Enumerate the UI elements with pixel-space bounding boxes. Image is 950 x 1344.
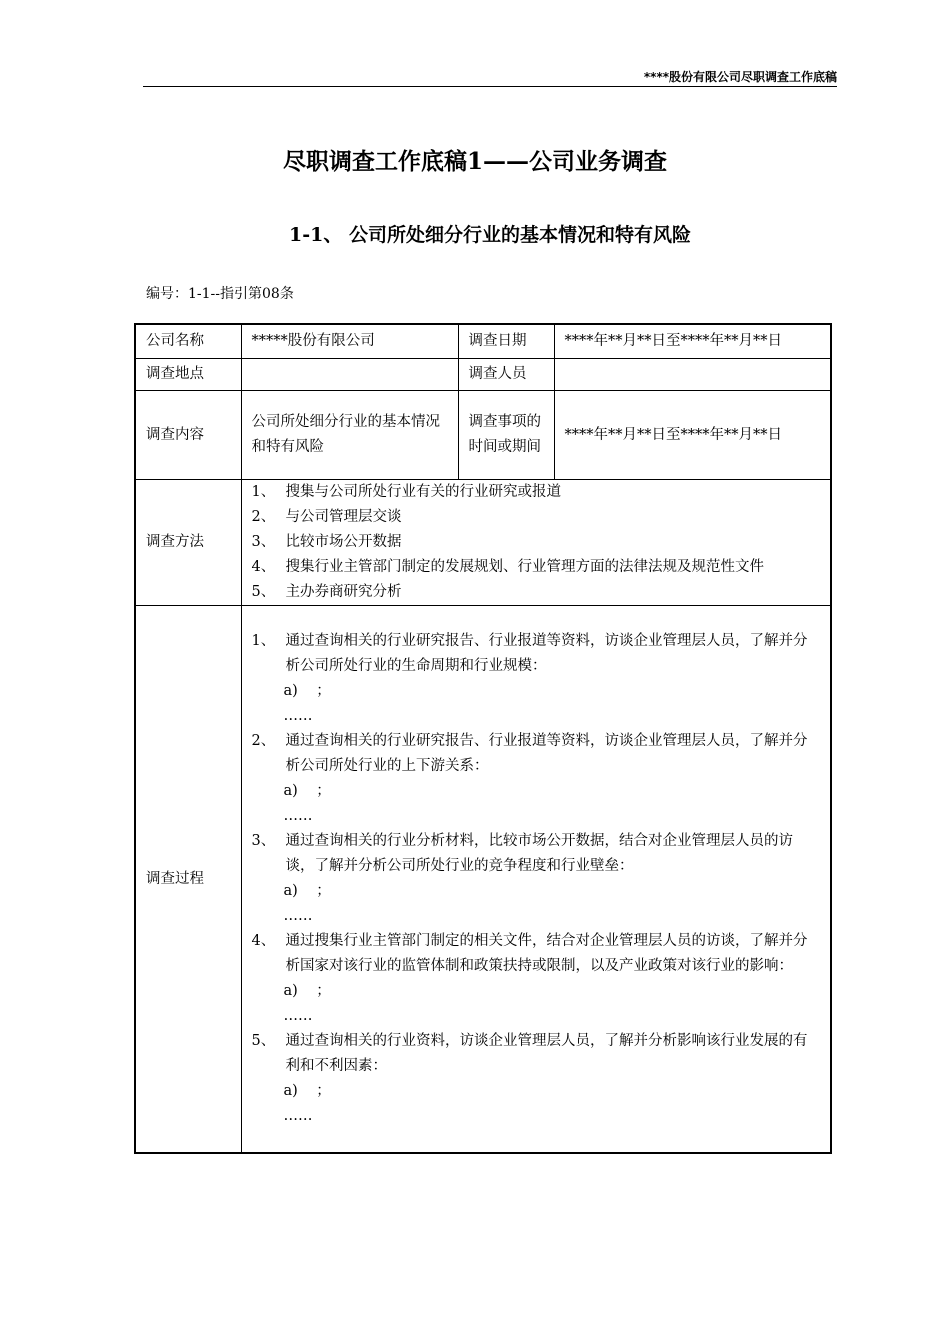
company-name-label: 公司名称 [135, 324, 241, 359]
method-list [241, 480, 831, 606]
method-label: 调查方法 [135, 480, 241, 606]
list-item: 4、 搜集行业主管部门制定的发展规划、行业管理方面的法律法规及规范性文件 [251, 559, 764, 575]
document-title: 尽职调查工作底稿1——公司业务调查 [282, 148, 667, 175]
table-row [135, 480, 831, 606]
sub-item: a) ； [283, 783, 331, 799]
survey-content-label: 调查内容 [135, 391, 241, 480]
ellipsis: …… [283, 1108, 313, 1124]
sub-item: a) ； [283, 883, 331, 899]
reference-number: 编号：1-1--指引第08条 [146, 286, 294, 302]
survey-table [134, 323, 832, 1154]
ellipsis: …… [283, 1008, 313, 1024]
survey-period-value: ****年**月**日至****年**月**日 [554, 391, 831, 480]
table-row [135, 359, 831, 391]
survey-date-label: 调查日期 [458, 324, 554, 359]
company-name-value: *****股份有限公司 [241, 324, 458, 359]
table-row [135, 391, 831, 480]
survey-date-value: ****年**月**日至****年**月**日 [554, 324, 831, 359]
list-item: 3、 通过查询相关的行业分析材料，比较市场公开数据，结合对企业管理层人员的访谈，了解并分析公司所处行业的竞争程度和行业壁垒： [251, 833, 793, 874]
list-item: 3、 比较市场公开数据 [251, 534, 402, 550]
list-item: 5、 通过查询相关的行业资料，访谈企业管理层人员，了解并分析影响该行业发展的有利和不利因素： [251, 1033, 808, 1074]
sub-item: a) ； [283, 683, 331, 699]
process-list [241, 606, 831, 1154]
table-row [135, 324, 831, 359]
survey-location-label: 调查地点 [135, 359, 241, 391]
table-row [135, 606, 831, 1154]
section-subtitle: 1-1、 公司所处细分行业的基本情况和特有风险 [289, 224, 691, 246]
surveyor-value [554, 359, 831, 391]
list-item: 5、 主办券商研究分析 [251, 584, 402, 600]
ellipsis: …… [283, 808, 313, 824]
list-item: 4、 通过搜集行业主管部门制定的相关文件，结合对企业管理层人员的访谈，了解并分析国家对该行业的监管体制和政策扶持或限制，以及产业政策对该行业的影响： [251, 933, 808, 974]
sub-item: a) ； [283, 1083, 331, 1099]
survey-location-value [241, 359, 458, 391]
list-item: 2、 与公司管理层交谈 [251, 509, 402, 525]
list-item: 1、 通过查询相关的行业研究报告、行业报道等资料，访谈企业管理层人员，了解并分析公司所处行业的生命周期和行业规模： [251, 633, 808, 674]
surveyor-label: 调查人员 [458, 359, 554, 391]
list-item: 2、 通过查询相关的行业研究报告、行业报道等资料，访谈企业管理层人员，了解并分析公司所处行业的上下游关系： [251, 733, 808, 774]
list-item: 1、 搜集与公司所处行业有关的行业研究或报道 [251, 484, 561, 500]
running-header: ****股份有限公司尽职调查工作底稿 [643, 70, 837, 84]
sub-item: a) ； [283, 983, 331, 999]
survey-content-value: 公司所处细分行业的基本情况和特有风险 [241, 391, 458, 480]
process-label: 调查过程 [135, 606, 241, 1154]
survey-period-label: 调查事项的时间或期间 [458, 391, 554, 480]
ellipsis: …… [283, 708, 313, 724]
ellipsis: …… [283, 908, 313, 924]
header-divider [143, 86, 837, 87]
